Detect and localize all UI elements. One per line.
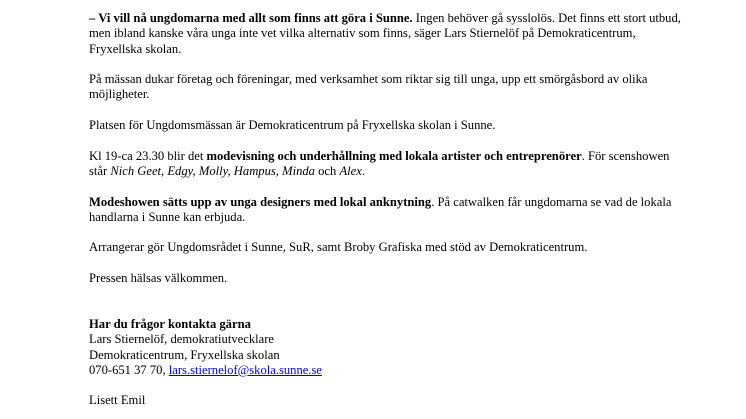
fashion-show-rest: . På catwalken får ungdomarna se vad de lokala handlarna i Sunne kan erbjuda. xyxy=(89,194,672,224)
paragraph-fair-description: På mässan dukar företag och föreningar, med verksamhet som riktar sig till unga, upp ett smörgåsbord av olika möjligheter. xyxy=(89,72,648,102)
contact-email-link[interactable]: lars.stiernelof@skola.sunne.se xyxy=(168,362,323,377)
paragraph-evening-program xyxy=(89,149,689,180)
contact-heading: Har du frågor kontakta gärna xyxy=(89,316,251,331)
performer-and: och xyxy=(314,163,340,178)
performer-names: Nich Geet, Edgy, Molly, Hampus, Minda xyxy=(110,163,315,178)
program-end: . xyxy=(361,163,365,178)
contact-phone-email-line xyxy=(89,363,689,378)
next-contact-cut-off: Lisett Emil xyxy=(89,393,146,408)
paragraph-venue: Platsen för Ungdomsmässan är Demokraticentrum på Fryxellska skolan i Sunne. xyxy=(89,118,496,133)
program-time: Kl 19-ca 23.30 blir det xyxy=(89,148,207,163)
program-highlight: modevisning och underhållning med lokala artister och entreprenörer xyxy=(206,148,582,163)
paragraph-organizers: Arrangerar gör Ungdomsrådet i Sunne, SuR, samt Broby Grafiska med stöd av Demokraticentrum. xyxy=(89,240,588,255)
program-scene-intro: . För scenshowen står xyxy=(89,148,670,178)
intro-quote-bold: – Vi vill nå ungdomarna med allt som finns att göra i Sunne. xyxy=(89,11,413,25)
fashion-show-bold: Modeshowen sätts upp av unga designers med lokal anknytning xyxy=(89,194,432,209)
paragraph-fashion-show xyxy=(89,195,689,226)
contact-phone: 070-651 37 70, xyxy=(89,362,169,377)
contact-organization: Demokraticentrum, Fryxellska skolan xyxy=(89,347,280,362)
performer-last: Alex xyxy=(339,163,362,178)
paragraph-intro-quote xyxy=(89,11,689,57)
intro-quote-rest: Ingen behöver gå sysslolös. Det finns ett stort utbud, men ibland kanske våra unga inte vet vilka alternativ som finns, säger Lars Stiernelöf på Demokraticentrum, Fryxellska skolan. xyxy=(89,11,681,56)
contact-block xyxy=(89,317,689,409)
paragraph-press-welcome: Pressen hälsas välkommen. xyxy=(89,271,228,286)
contact-name-role: Lars Stiernelöf, demokratiutvecklare xyxy=(89,332,274,347)
document-page xyxy=(89,11,689,409)
